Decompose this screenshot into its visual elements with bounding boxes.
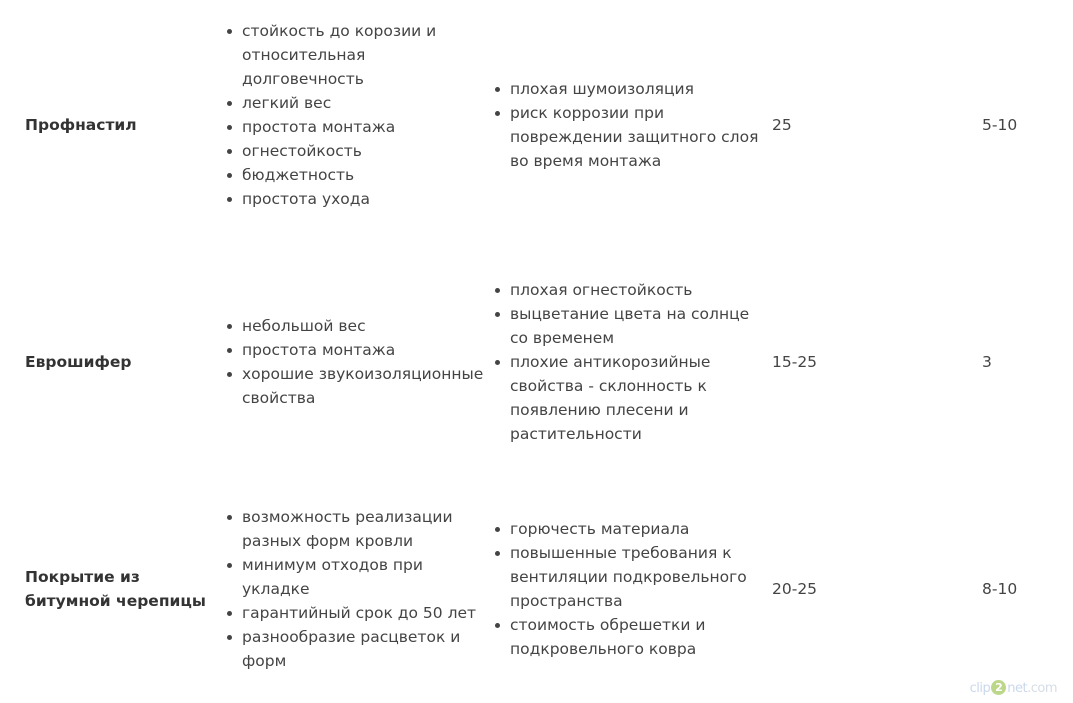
disadvantages-cell [490,0,772,249]
clip2net-watermark [970,680,1057,696]
list-item: горючесть материала [510,517,772,541]
list-item: плохие антикорозийные свойства - склонность к появлению плесени и растительности [510,350,772,446]
lifetime-value: 25 [772,115,792,134]
list-item: бюджетность [242,163,490,187]
list-item: выцветание цвета на солнце со временем [510,302,772,350]
list-item: повышенные требования к вентиляции подкровельного пространства [510,541,772,613]
list-item: простота монтажа [242,338,490,362]
table-row [0,249,1073,475]
disadvantages-list [490,517,772,661]
watermark-domain-text: .com [1027,681,1057,696]
list-item: риск коррозии при повреждении защитного слоя во время монтажа [510,101,772,173]
disadvantages-list [490,77,772,173]
disadvantages-list [490,278,772,446]
watermark-two-badge: 2 [991,680,1006,695]
warranty-value: 5-10 [982,115,1018,134]
list-item: стоимость обрешетки и подкровельного ковра [510,613,772,661]
list-item: небольшой вес [242,314,490,338]
list-item: гарантийный срок до 50 лет [242,601,490,625]
advantages-cell [222,249,490,475]
warranty-value: 3 [982,353,992,371]
advantages-cell [222,0,490,249]
list-item: огнестойкость [242,139,490,163]
warranty-value: 8-10 [982,579,1018,598]
lifetime-value: 15-25 [772,353,818,371]
advantages-list [222,314,490,410]
list-item: плохая огнестойкость [510,278,772,302]
advantages-list [222,19,490,211]
material-name: Профнастил [25,115,137,134]
list-item: минимум отходов при укладке [242,553,490,601]
table-row [0,475,1073,702]
watermark-clip-text: clip [969,681,991,696]
list-item: простота монтажа [242,115,490,139]
list-item: простота ухода [242,187,490,211]
disadvantages-cell [490,475,772,702]
list-item: хорошие звукоизоляционные свойства [242,362,490,410]
lifetime-value: 20-25 [772,579,818,598]
list-item: плохая шумоизоляция [510,77,772,101]
advantages-cell [222,475,490,702]
advantages-list [222,505,490,673]
list-item: стойкость до корозии и относительная долговечность [242,19,490,91]
table-row [0,0,1073,249]
list-item: разнообразие расцветок и форм [242,625,490,673]
disadvantages-cell [490,249,772,475]
material-name: Покрытие из битумной черепицы [25,567,206,610]
watermark-net-text: net [1007,681,1028,696]
list-item: легкий вес [242,91,490,115]
list-item: возможность реализации разных форм кровли [242,505,490,553]
material-name: Еврошифер [25,353,132,371]
